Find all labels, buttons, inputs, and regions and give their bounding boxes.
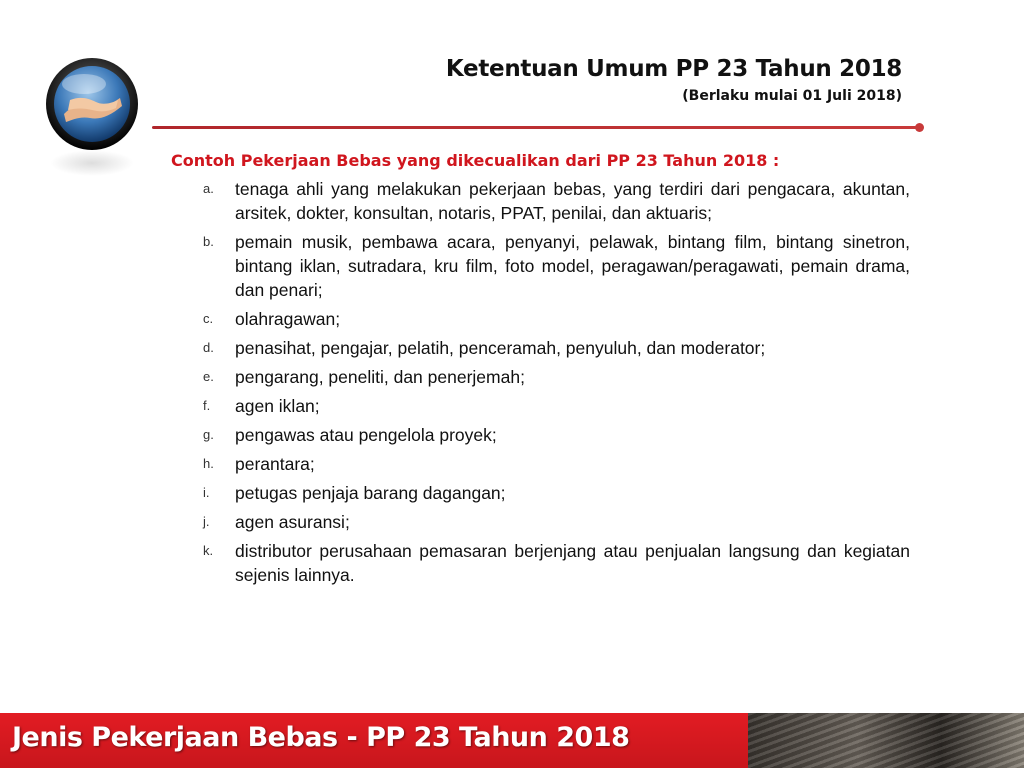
list-item [200, 307, 910, 331]
list-item-text: agen iklan; [235, 396, 320, 416]
footer-photo [748, 713, 1024, 768]
section-heading: Contoh Pekerjaan Bebas yang dikecualikan dari PP 23 Tahun 2018 : [171, 151, 780, 170]
footer-title: Jenis Pekerjaan Bebas - PP 23 Tahun 2018 [12, 722, 630, 753]
divider-dot [915, 123, 924, 132]
footer-banner [0, 713, 1024, 768]
list-item [200, 365, 910, 389]
logo-reflection [50, 150, 134, 176]
list-marker: a. [203, 181, 214, 196]
list-marker: e. [203, 369, 214, 384]
list-item-text: pengawas atau pengelola proyek; [235, 425, 497, 445]
handshake-icon [44, 56, 140, 152]
list-item [200, 394, 910, 418]
list-item [200, 336, 910, 360]
page-title: Ketentuan Umum PP 23 Tahun 2018 [445, 56, 902, 82]
list-marker: b. [203, 234, 214, 249]
list-item-text: tenaga ahli yang melakukan pekerjaan bebas, yang terdiri dari pengacara, akuntan, arsitek, dokter, konsultan, notaris, PPAT, penilai, dan aktuaris; [235, 179, 910, 223]
list-item-text: olahragawan; [235, 309, 341, 329]
footer-red-bar [0, 713, 748, 768]
list-item [200, 510, 910, 534]
list-item-text: penasihat, pengajar, pelatih, penceramah, penyuluh, dan moderator; [235, 338, 766, 358]
list-item-text: perantara; [235, 454, 315, 474]
page-subtitle: (Berlaku mulai 01 Juli 2018) [682, 88, 902, 104]
occupation-list [200, 177, 910, 592]
list-marker: d. [203, 340, 214, 355]
list-item [200, 539, 910, 587]
list-marker: i. [203, 485, 210, 500]
list-marker: f. [203, 398, 211, 413]
list-marker: g. [203, 427, 214, 442]
list-item-text: distributor perusahaan pemasaran berjenjang atau penjualan langsung dan kegiatan sejenis lainnya. [235, 541, 910, 585]
list-item [200, 452, 910, 476]
list-marker: k. [203, 543, 214, 558]
list-item [200, 230, 910, 302]
list-marker: h. [203, 456, 214, 471]
list-marker: c. [203, 311, 214, 326]
list-item [200, 177, 910, 225]
divider-line [152, 126, 920, 129]
list-item-text: pengarang, peneliti, dan penerjemah; [235, 367, 525, 387]
list-item [200, 423, 910, 447]
list-item [200, 481, 910, 505]
logo [44, 56, 140, 152]
list-marker: j. [203, 514, 210, 529]
list-item-text: agen asuransi; [235, 512, 350, 532]
list-item-text: petugas penjaja barang dagangan; [235, 483, 506, 503]
list-item-text: pemain musik, pembawa acara, penyanyi, pelawak, bintang film, bintang sinetron, bintang iklan, sutradara, kru film, foto model, peragawan/peragawati, pemain drama, dan penari; [235, 232, 910, 300]
